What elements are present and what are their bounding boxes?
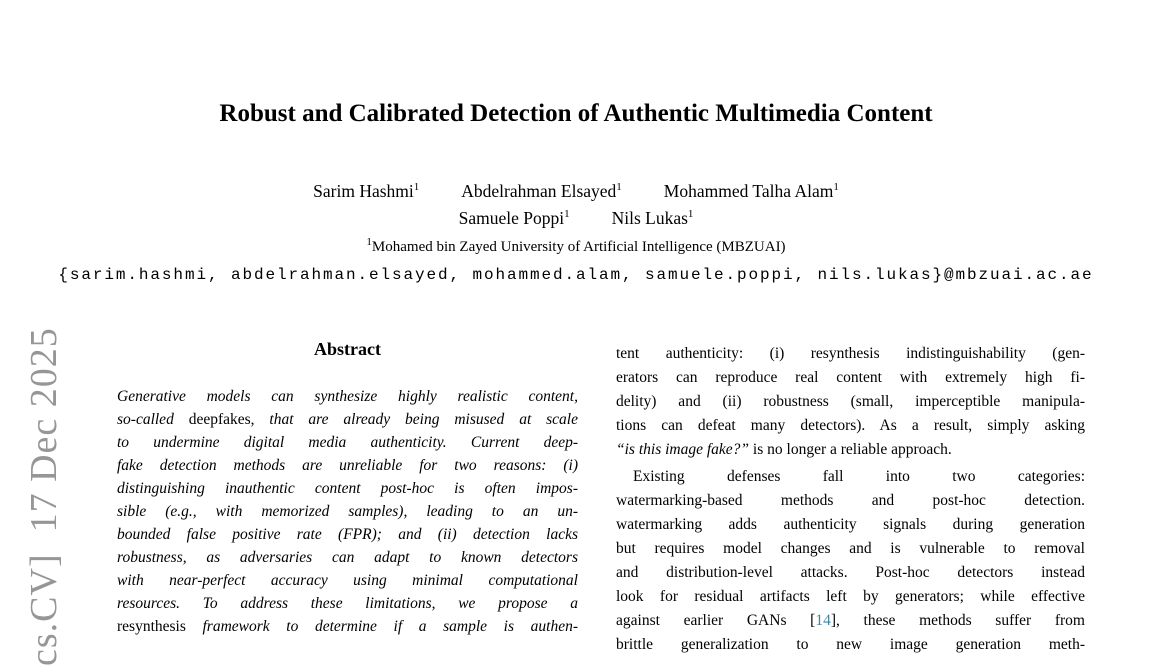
text-line	[117, 569, 578, 592]
text-segment: against earlier GANs [	[616, 612, 816, 629]
text-segment: fake detection methods are unreliable for two reasons: (i)	[117, 457, 578, 474]
author-list-row2	[0, 206, 1152, 230]
citation-link[interactable]: 14	[815, 612, 831, 629]
text-segment: delity) and (ii) robustness (small, imperceptible manipula-	[616, 393, 1085, 410]
text-line	[616, 390, 1085, 414]
affiliation-text: Mohamed bin Zayed University of Artificial Intelligence (MBZUAI)	[371, 239, 786, 255]
text-line	[117, 500, 578, 523]
author-name	[664, 179, 839, 203]
author-affiliation-mark: 1	[564, 208, 570, 221]
abstract-body	[117, 385, 578, 638]
author-name-text: Samuele Poppi	[458, 208, 565, 228]
text-line	[616, 513, 1085, 537]
text-segment: sible (e.g., with memorized samples), leading to an un-	[117, 503, 578, 520]
text-segment: “is this image fake?”	[616, 441, 750, 458]
paper-title: Robust and Calibrated Detection of Authentic Multimedia Content	[219, 100, 933, 127]
affiliation	[0, 237, 1152, 257]
text-line	[117, 477, 578, 500]
text-segment: distinguishing inauthentic content post-hoc is often impos-	[117, 480, 578, 497]
author-affiliation-mark: 1	[616, 181, 622, 194]
right-column	[616, 342, 1085, 657]
text-segment: Existing defenses fall into two categories:	[633, 468, 1085, 485]
text-line	[616, 585, 1085, 609]
text-line	[117, 615, 578, 638]
text-line	[616, 489, 1085, 513]
text-segment: resources. To address these limitations, we propose a	[117, 595, 578, 612]
text-segment: resynthesis	[117, 618, 203, 635]
email-line: {sarim.hashmi, abdelrahman.elsayed, mohammed.alam, samuele.poppi, nils.lukas}@mbzuai.ac.ae	[58, 266, 1094, 284]
text-line	[616, 366, 1085, 390]
text-segment: erators can reproduce real content with extremely high fi-	[616, 369, 1085, 386]
text-line	[117, 408, 578, 431]
text-segment: robustness, as adversaries can adapt to known detectors	[117, 549, 578, 566]
text-segment: that are already being misused at scale	[254, 411, 578, 428]
text-line	[117, 523, 578, 546]
abstract-heading: Abstract	[314, 339, 381, 359]
text-line	[616, 342, 1085, 366]
text-line	[616, 561, 1085, 585]
text-line	[117, 592, 578, 615]
affiliation-mark: 1	[366, 236, 372, 248]
text-segment: watermarking-based methods and post-hoc detection.	[616, 492, 1085, 509]
author-name-text: Nils Lukas	[611, 208, 688, 228]
author-affiliation-mark: 1	[413, 181, 420, 194]
text-segment: tions can defeat many detectors). As a result, simply asking	[616, 417, 1085, 434]
author-name	[461, 179, 622, 203]
text-segment: ], these methods suffer from	[830, 612, 1085, 629]
author-name	[313, 179, 419, 203]
text-segment: so-called	[117, 411, 189, 428]
text-segment: deepfakes,	[188, 411, 255, 428]
author-list-row1	[0, 179, 1152, 203]
text-line	[117, 385, 578, 408]
text-segment: tent authenticity: (i) resynthesis indistinguishability (gen-	[616, 345, 1085, 362]
text-segment: framework to determine if a sample is authen-	[202, 618, 578, 635]
text-line	[117, 546, 578, 569]
text-segment: watermarking adds authenticity signals during generation	[616, 516, 1085, 533]
author-affiliation-mark: 1	[687, 208, 694, 221]
author-name	[612, 206, 694, 230]
text-line	[616, 609, 1085, 633]
text-line	[616, 414, 1085, 438]
left-column	[117, 338, 578, 638]
text-line	[616, 633, 1085, 657]
arxiv-watermark: cs.CV] 17 Dec 2025	[23, 327, 65, 666]
author-name-text: Mohammed Talha Alam	[663, 181, 834, 201]
author-name-text: Abdelrahman Elsayed	[461, 181, 617, 201]
text-line	[616, 438, 1085, 462]
text-segment: is no longer a reliable approach.	[749, 441, 952, 458]
text-line	[117, 454, 578, 477]
text-segment: look for residual artifacts left by generators; while effective	[616, 588, 1085, 605]
author-name-text: Sarim Hashmi	[313, 181, 414, 201]
text-segment: but requires model changes and is vulnerable to removal	[616, 540, 1085, 557]
author-name	[459, 206, 570, 230]
text-line	[616, 537, 1085, 561]
text-segment: and distribution-level attacks. Post-hoc detectors instead	[616, 564, 1085, 581]
text-segment: to undermine digital media authenticity. Current deep-	[117, 434, 578, 451]
text-segment: brittle generalization to new image generation meth-	[616, 636, 1085, 653]
text-segment: with near-perfect accuracy using minimal computational	[117, 572, 578, 589]
text-line	[117, 431, 578, 454]
text-segment: bounded false positive rate (FPR); and (ii) detection lacks	[117, 526, 578, 543]
author-affiliation-mark: 1	[833, 181, 839, 194]
text-line	[616, 465, 1085, 489]
text-segment: Generative models can synthesize highly realistic content,	[117, 388, 578, 405]
